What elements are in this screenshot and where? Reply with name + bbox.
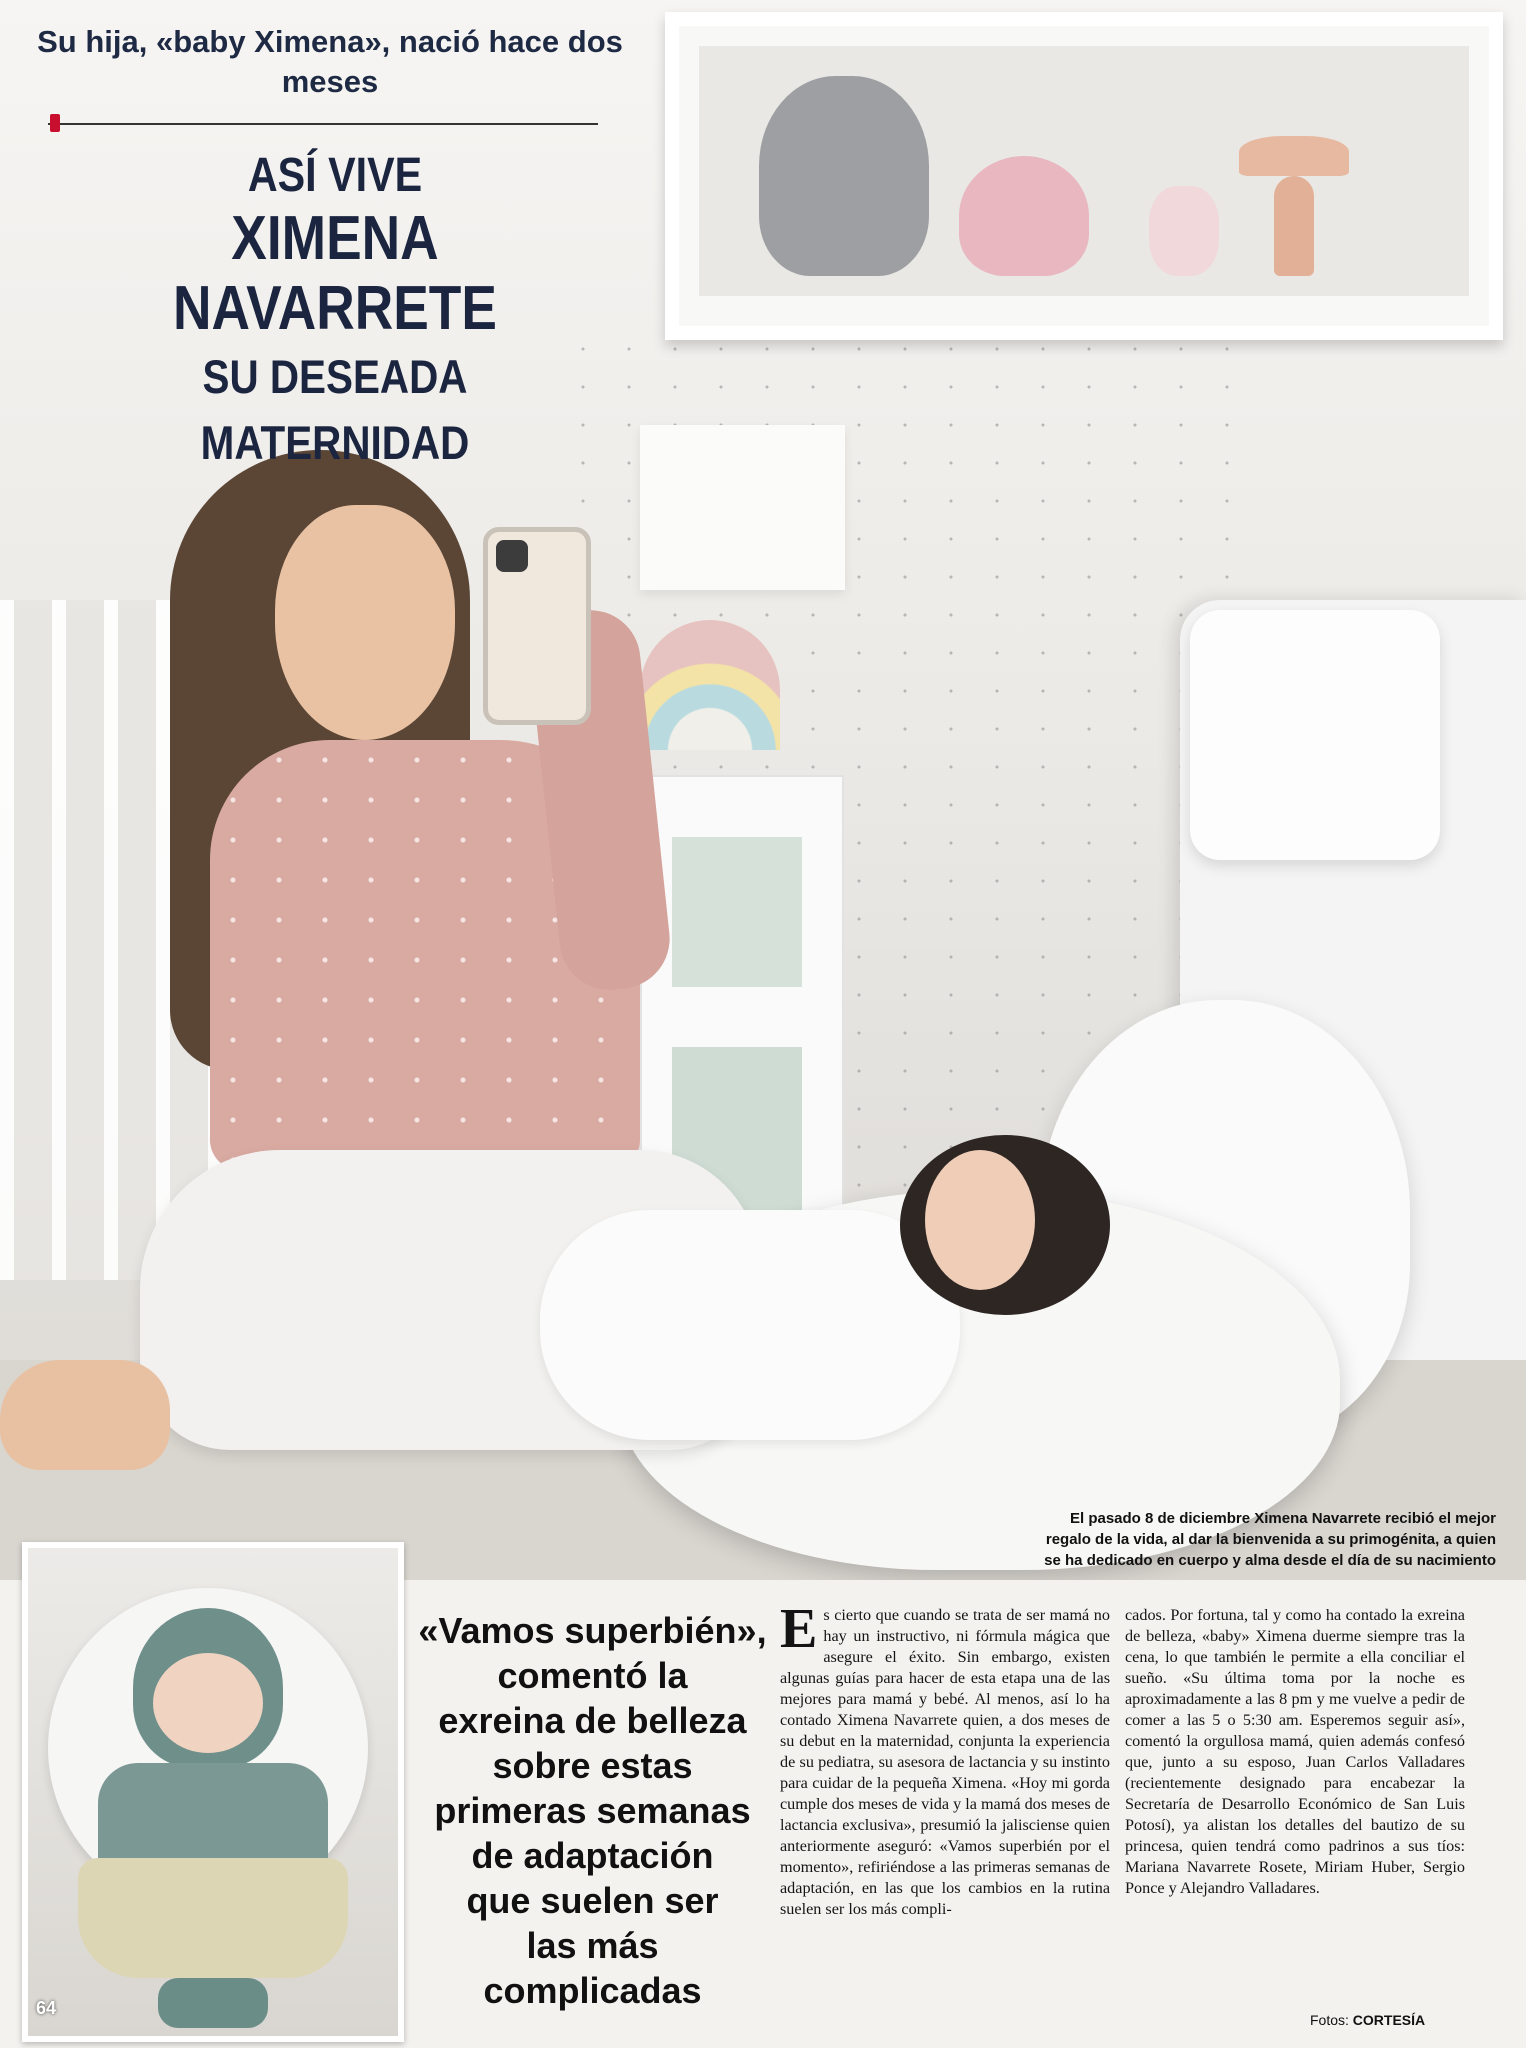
shelf-interior — [699, 46, 1469, 296]
photo-caption: El pasado 8 de diciembre Ximena Navarrete recibió el mejor regalo de la vida, al dar la bienvenida a su primogénita, a quien se ha dedicado en cuerpo y alma desde el día de su nacimiento — [1044, 1510, 1496, 1569]
pull-quote-line: las más — [526, 1925, 659, 1966]
baby-sweater — [98, 1763, 328, 1873]
pull-quote-line: de adaptación — [471, 1835, 714, 1876]
phone-camera-icon — [496, 540, 528, 572]
headline-line: ASÍ VIVE — [247, 149, 423, 202]
headline-line: XIMENA — [231, 204, 439, 273]
pull-quote-line: «Vamos superbién», — [418, 1610, 767, 1651]
nightstand-compartment — [672, 837, 802, 987]
credit-source: CORTESÍA — [1352, 2012, 1426, 2028]
rainbow-lamp-base — [640, 620, 780, 750]
table-lamp — [640, 425, 845, 590]
credit-label: Fotos: — [1310, 2012, 1349, 2028]
mother-foot — [0, 1360, 170, 1470]
headline — [73, 148, 598, 476]
body-text: s cierto que cuando se trata de ser mamá no hay un instructivo, ni fórmula mágica que asegure el éxito. Sin embargo, existen algunas guías para hacer de esta etapa una de las mejores para mamá y bebé. Al menos, así lo ha contado Ximena Navarrete quien, a dos meses de su debut en la maternidad, conjunta la experiencia de su pediatra, su asesora de lactancia y su instinto para cuidar de la pequeña Ximena. «Hoy mi gorda cumple dos meses de vida y la mamá dos meses de lactancia exclusiva», presumió la jalisciense quien anteriormente aseguró: «Vamos superbién por el momento», refiriéndose a las primeras semanas de adaptación, en las que los cambios en la rutina suelen ser los más compli- — [780, 1606, 1110, 1918]
pull-quote — [405, 1608, 780, 2013]
body-column-1 — [780, 1598, 1110, 1920]
mother-face — [275, 505, 455, 740]
pull-quote-line: complicadas — [483, 1970, 702, 2011]
photo-credit — [1310, 2012, 1425, 2028]
rule-accent — [50, 114, 60, 132]
baby-body — [540, 1210, 960, 1440]
pull-quote-line: primeras semanas — [434, 1790, 751, 1831]
pillow — [1190, 610, 1440, 860]
phone — [483, 527, 591, 725]
pull-quote-line: comentó la — [497, 1655, 688, 1696]
kicker: Su hija, «baby Ximena», nació hace dos meses — [37, 24, 623, 99]
baby-boots — [158, 1978, 268, 2028]
page-number: 64 — [36, 1998, 57, 2018]
kicker-rule — [48, 123, 598, 125]
headline-line: SU DESEADA MATERNIDAD — [200, 350, 470, 469]
figurine — [1149, 186, 1219, 276]
octopus-plush — [959, 156, 1089, 276]
headline-line: NAVARRETE — [173, 274, 497, 343]
baby-skirt — [78, 1858, 348, 1978]
pull-quote-line: exreina de belleza — [438, 1700, 747, 1741]
baby-face — [153, 1653, 263, 1753]
pull-quote-line: sobre estas — [492, 1745, 693, 1786]
wall-shelf — [665, 12, 1503, 340]
drop-cap: E — [780, 1598, 818, 1660]
body-column-2 — [1125, 1605, 1465, 1899]
pull-quote-line: que suelen ser — [466, 1880, 719, 1921]
small-lamp-base — [1274, 176, 1314, 276]
small-lamp-shade — [1239, 136, 1349, 176]
body-text: cados. Por fortuna, tal y como ha contado la exreina de belleza, «baby» Ximena duerme siempre tras la cena, lo que también le permite a ella conciliar el sueño. «Su última toma por la noche es aproximadamente a las 8 pm y me vuelve a pedir de comer a las 5 o 5:30 am. Esperemos seguir así», comentó la orgullosa mamá, quien además confesó que, junto a su esposo, Juan Carlos Valladares (recientemente designado para encabezar la Secretaría de Desarrollo Económico de San Luis Potosí), ya alistan los detalles del bautizo de su princesa, quien tendrá como padrinos a sus tíos: Mariana Navarrete Rosete, Miriam Huber, Sergio Ponce y Alejandro Valladares. — [1125, 1606, 1465, 1897]
inset-photo — [22, 1542, 404, 2042]
elephant-plush — [759, 76, 929, 276]
baby-face — [925, 1150, 1035, 1290]
